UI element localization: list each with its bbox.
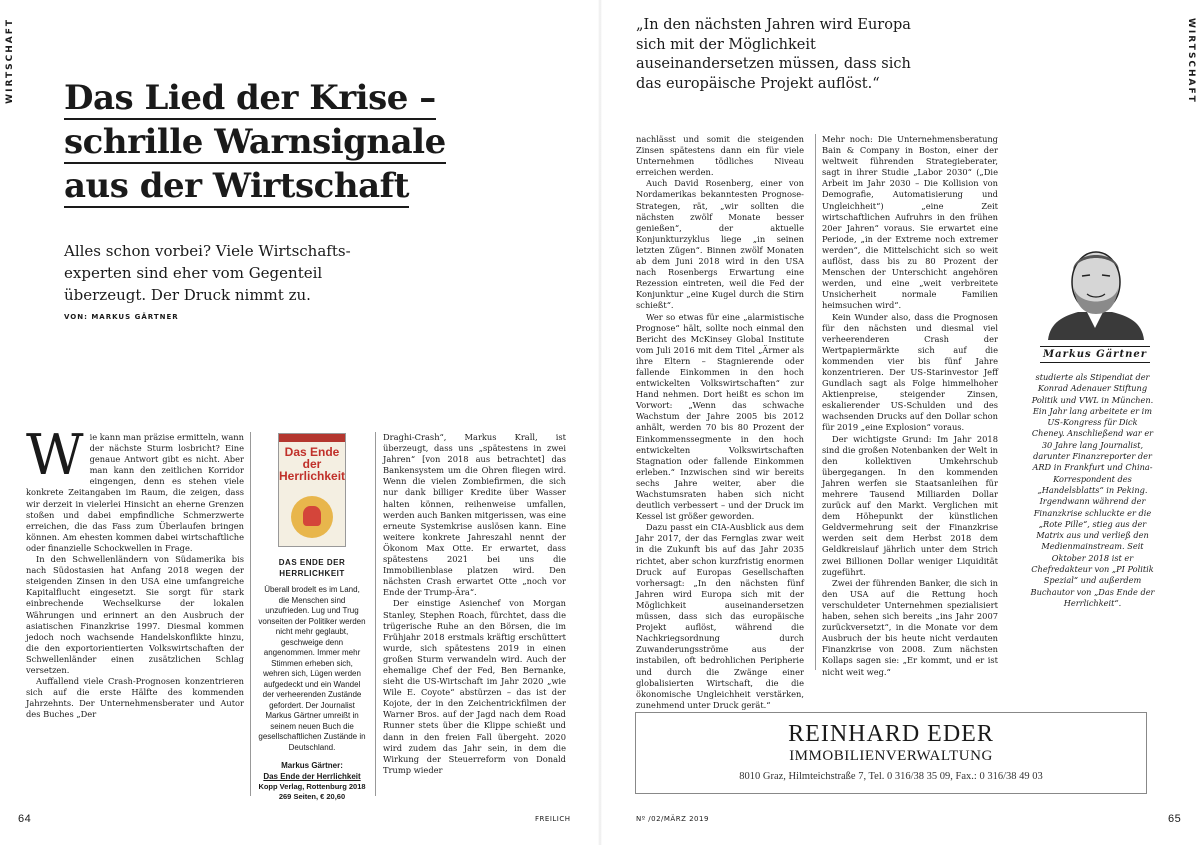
col4-paragraph-1: nachlässt und somit die steigenden Zinsen spätestens dann ein für viele Unternehmen tödliches Niveau erreichen werden. [636, 134, 804, 178]
page-number-right: 65 [1168, 813, 1182, 825]
article-column-5 [822, 134, 998, 677]
section-label-left: WIRTSCHAFT [5, 18, 15, 104]
ad-address: 8010 Graz, Hilmteichstraße 7, Tel. 0 316/38 35 09, Fax.: 0 316/38 49 03 [739, 771, 1043, 782]
dropcap: W [26, 423, 84, 488]
col3-paragraph-1: Draghi-Crash“, Markus Krall, ist überzeugt, dass uns „spätestens in zwei Jahren“ [von 2018 aus betrachtet] das Bankensystem um die Ohren fliegen wird. Wenn die vielen Zombiefirmen, die sich nur dank billiger Kredite über Wasser halten können, reihenweise umfallen, werden auch Banken mitgerissen, was eine erneute Systemkrise auslösen kann. Eine weitere konkrete Jahreszahl nennt der Ökonom Max Otte. Er erwartet, dass spätestens 2021 bei uns die Immobilienblase platzen wird. Den nächsten Crash erwartet Otte „noch vor Ende der Trump-Ära“. [383, 432, 566, 598]
column-divider [250, 432, 251, 796]
magazine-name: FREILICH [535, 815, 571, 823]
section-label-right: WIRTSCHAFT [1186, 18, 1196, 104]
sidebar-publisher: Kopp Verlag, Rottenburg 2018 [258, 782, 366, 791]
pull-quote: „In den nächsten Jahren wird Europa sich mit der Möglichkeit auseinandersetzen müssen, dass sich das europäische Projekt auflöst.“ [636, 17, 911, 92]
sidebar-author: Markus Gärtner: [281, 761, 343, 770]
col4-paragraph-4: Dazu passt ein CIA-Ausblick aus dem Jahr 2017, der das Fernglas zwar weit in die Zukunft bis auf das Jahr 2035 richtet, aber schon kurzfristig enormen Druck auf Europas Gesellschaften vorhersagt: „In den nächsten fünf Jahren wird Europa sich mit der Möglichkeit auseinandersetzen müssen, dass sich das europäische Projekt auflöst, während die Nachkriegsordnung durch Zuwanderungsströme aus der instabilen, oft bedrohlichen Peripherie und durch die Zwänge einer globalisierten Wirtschaft, die die ökonomische Ungleichheit verstärken, zunehmend unter Druck gerät.“ [636, 522, 804, 710]
author-name: Markus Gärtner [1040, 346, 1150, 363]
ad-company-type: IMMOBILIENVERWALTUNG [789, 748, 993, 764]
col1-paragraph-2: In den Schwellenländern von Südamerika bis nach Südostasien hat Anfang 2018 wegen der steigenden Zinsen in den USA eine umfangreiche Kapitalflucht eingesetzt. Sie sorgt für stark einbrechende Wechselkurse der lokalen Währungen und erinnert an den Ausbruch der asiatischen Finanzkrise 1997. Diesmal kommen jedoch noch wachsende Handelskonflikte hinzu, die den exportorientierten Volkswirtschaften der Schwellenländer einen zusätzlichen Schlag versetzen. [26, 554, 244, 675]
cover-illustration [291, 496, 333, 538]
sidebar-book-title: Das Ende der Herrlichkeit [263, 771, 361, 781]
col5-paragraph-4: Zwei der führenden Banker, die sich in den USA auf die Rettung hoch verschuldeter Unternehmen spezialisiert haben, sehen sich bereits „ins Jahr 2007 zurückversetzt“, in die Monate vor dem Ausbruch der bis heute nicht verdauten Finanzkrise von 2008. Zum nächsten Kollaps sagen sie: „Er kommt, und er ist nicht weit weg.“ [822, 577, 998, 677]
col3-paragraph-2: Der einstige Asienchef von Morgan Stanley, Stephen Roach, fürchtet, dass die trügerische Ruhe an den Börsen, die im Frühjahr 2018 erstmals kräftig erschüttert wurde, sich spätestens 2019 in einen großen Sturm verwandeln wird. Auch der ehemalige Chef der Fed, Ben Bernanke, sieht die US-Wirtschaft im Jahr 2020 „wie Wile E. Coyote“ abstürzen – das ist der Kojote, der in den Zeichentrickfilmen der Warner Bros. auf der Jagd nach dem Road Runner stets über die Klippe schießt und dann in den freien Fall übergeht. 2020 wird zudem das Jahr sein, in dem die Wirkung der Steuerreform von Donald Trump wieder [383, 598, 566, 775]
sidebar-text: Überall brodelt es im Land, die Menschen sind unzufrieden. Lug und Trug vonseiten der Politiker werden nicht mehr geglaubt, geschweige denn angenommen. Immer mehr Stimmen erheben sich, wehren sich, Lügen werden aufgedeckt und ein Wandel der verheerenden Zustände gefordert. Der Journalist Markus Gärtner umreißt in seinem neuen Buch die gesellschaftlichen Zustände in Deutschland. [258, 585, 366, 752]
byline: VON: MARKUS GÄRTNER [64, 313, 179, 321]
ad-company-name: REINHARD EDER [788, 721, 994, 747]
headline [64, 76, 464, 208]
article-column-4 [636, 134, 804, 710]
cover-band [279, 434, 345, 442]
column-divider [815, 134, 816, 670]
col5-paragraph-3: Der wichtigste Grund: Im Jahr 2018 sind die großen Notenbanken der Welt in den kollektiven Umkehrschub übergegangen. In den kommenden Jahren werfen sie Staatsanleihen für mehrere Tausend Milliarden Dollar zurück auf den Markt. Verglichen mit dem Höhepunkt der künstlichen Geldvermehrung seit der Finanzkrise werden seit dem Herbst 2018 dem Geldkreislauf jährlich unter dem Strich zwei Billionen Dollar weniger Liquidität zugeführt. [822, 433, 998, 577]
page-number-left: 64 [18, 813, 32, 825]
col1-paragraph-1: ie kann man präzise ermitteln, wann der nächste Sturm losbricht? Eine genaue Antwort gibt es nicht. Aber man kann den zeitlichen Korridor eingengen, denn es stehen viele konkrete Zeitangaben im Raum, die zeigen, dass wir derzeit in vielerlei Hinsicht an eherne Grenzen stoßen und dabei empfindliche Schmerzwerte erreichen, die das Fass zum Überlaufen bringen können. Am ehesten kommen dabei wirtschaftliche oder finanzielle Schockwellen in Frage. [26, 432, 244, 553]
col5-paragraph-2: Kein Wunder also, dass die Prognosen für den nächsten und diesmal viel verheerenderen Crash der Wertpapiermärkte sich auf die kommenden vier bis fünf Jahre konzentrieren. Der US-Starinvestor Jeff Gundlach sagt als Folge himmelhoher Aktienpreise, steigender Zinsen, eskalierender US-Schulden und des wachsenden Drucks auf den Dollar schon für 2019 „eine Explosion“ voraus. [822, 311, 998, 433]
sidebar-details: 269 Seiten, € 20,60 [278, 792, 346, 801]
article-column-3 [383, 432, 566, 798]
col1-paragraph-3: Auffallend viele Crash-Prognosen konzentrieren sich auf die erste Hälfte des kommenden Jahrzehnts. Der Unternehmensberater und Autor des Buches „Der [26, 676, 244, 720]
author-bio: studierte als Stipendiat der Konrad Adenauer Stiftung Politik und VWL in München. Ein Jahr lang arbeitete er im US-Kongress für Dick Cheney. Anschließend war er 30 Jahre lang Journalist, darunter Finanzreporter der ARD in Frankfurt und China-Korrespondent des „Handelsblatts“ in Peking. Irgendwann während der Finanzkrise schluckte er die „Rote Pille“, stieg aus der Matrix aus und verließ den Medienmainstream. Seit Oktober 2018 ist er Chefredakteur von „PI Politik Spezial“ und außerdem Buchautor von „Das Ende der Herrlichkeit“. [1030, 372, 1155, 608]
advertisement [635, 712, 1147, 794]
col4-paragraph-2: Auch David Rosenberg, einer von Nordamerikas bekanntesten Prognose-Strategen, rät, „wir sollten die nächsten zwölf Monate besser genießen“, der aktuelle Konjunkturzyklus liege „in seinen letzten Zügen“. Binnen zwölf Monaten ab dem Juni 2018 wird in den USA nach Rosenbergs Erwartung eine Rezession eintreten, weil die Fed der Konjunktur „eine Kugel durch die Stirn schießt“. [636, 178, 804, 311]
author-portrait [1040, 236, 1150, 340]
book-sidebar [258, 433, 366, 802]
page-gutter [598, 0, 602, 845]
cover-title: Das Ende der Herrlichkeit [279, 445, 346, 483]
issue-info: Nº /02/MÄRZ 2019 [636, 815, 709, 823]
headline-line-1: Das Lied der Krise – [64, 78, 436, 118]
book-cover [278, 433, 346, 547]
article-column-1 [26, 423, 244, 798]
col4-paragraph-3: Wer so etwas für eine „alarmistische Prognose“ hält, sollte noch einmal den Bericht des McKinsey Global Institute vom Juli 2016 mit dem Titel „Ärmer als ihre Eltern – Stagnierende oder fallende Einkommen in den hoch entwickelten Volkswirtschaften“ zur Hand nehmen. Dort heißt es schon im Vorwort: „Wenn das schwache Wachstum der Jahre 2005 bis 2012 anhält, werden 70 bis 80 Prozent der Einkommenssegmente in den hoch entwickelten Volkswirtschaften Stagnation oder fallende Einkommen erleben.“ Inzwischen sind wir bereits sechs Jahre weiter, aber die Wachstumsraten haben sich nicht deutlich verbessert – und der Druck im Kessel ist größer geworden. [636, 311, 804, 522]
subhead: Alles schon vorbei? Viele Wirtschafts- experten sind eher vom Gegenteil überzeugt. Der Druck nimmt zu. [64, 242, 351, 304]
headline-line-3: aus der Wirtschaft [64, 166, 409, 206]
sidebar-heading: DAS ENDE DER HERRLICHKEIT [278, 558, 346, 578]
headline-line-2: schrille Warnsignale [64, 122, 446, 162]
col5-paragraph-1: Mehr noch: Die Unternehmensberatung Bain & Company in Boston, einer der weltweit führenden Strategieberater, sagt in ihrer Studie „Labor 2030“ („Die Arbeit im Jahr 2030 – Die Kollision von Demografie, Automatisierung und Ungleichheit“) „eine Zeit wirtschaftlichen Aufruhrs in den frühen 20er Jahren“ voraus. Sie erwartet eine Periode, „in der Extreme noch extremer werden“, die Mittelschicht sich so weit auflöst, dass bis zu 80 Prozent der Menschen der Unterschicht angehören werden, und eine „weit verbreitete Unsicherheit normale Familien heimsuchen wird“. [822, 134, 998, 311]
column-divider [375, 432, 376, 796]
